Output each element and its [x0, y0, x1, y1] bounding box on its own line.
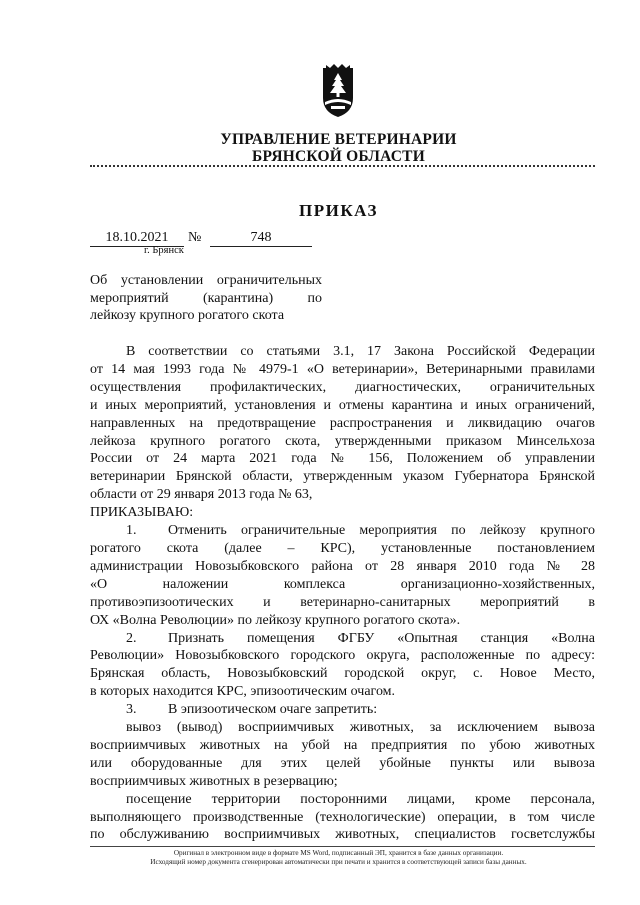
paragraph-line: по обслуживанию восприимчивых животных, специалистов госветслужбы — [90, 827, 595, 843]
organization-name-line2: БРЯНСКОЙ ОБЛАСТИ — [252, 148, 425, 165]
document-city: г. Брянск — [144, 245, 184, 256]
item-1-line: «О наложении комплекса организационно-хозяйственных, — [90, 576, 595, 592]
paragraph-line: или оборудованные для этих целей убойные пункты или вывоза — [90, 755, 595, 771]
coat-of-arms-emblem — [317, 62, 359, 118]
item-1-line: администрации Новозыбковского района от 28 января 2010 года № 28 — [90, 558, 595, 574]
preamble-line: от 14 мая 1993 года № 4979-1 «О ветеринарии», Ветеринарными правилами — [90, 361, 595, 377]
item-text: Признать помещения ФГБУ «Опытная станция «Волна — [168, 630, 595, 646]
document-subject — [90, 272, 322, 325]
paragraph-line: посещение территории посторонними лицами, кроме персонала, — [126, 791, 595, 807]
item-1-line: ОХ «Волна Революции» по лейкозу крупного рогатого скота». — [90, 612, 461, 628]
order-word: ПРИКАЗЫВАЮ: — [90, 505, 194, 521]
preamble-line: России от 24 марта 2021 года № 156, Положением об управлении — [90, 451, 595, 467]
document-title: ПРИКАЗ — [299, 201, 378, 220]
document-date: 18.10.2021 — [90, 230, 184, 247]
item-1-line: противоэпизоотических и ветеринарно-санитарных мероприятий в — [90, 594, 595, 610]
document-number: 748 — [210, 230, 312, 247]
item-number: 2. — [126, 630, 137, 646]
footer-divider — [90, 846, 595, 847]
footer-note-line2: Исходящий номер документа сгенерирован автоматически при печати и хранится в соответствующей записи базы данных. — [150, 858, 527, 866]
preamble-line: осуществления профилактических, диагностических, ограничительных — [90, 379, 595, 395]
item-1-line: рогатого скота (далее – КРС), установленные постановлением — [90, 540, 595, 556]
organization-name-line1: УПРАВЛЕНИЕ ВЕТЕРИНАРИИ — [220, 131, 457, 148]
item-2 — [90, 630, 595, 648]
item-1 — [90, 522, 595, 540]
paragraph-line: восприимчивых животных в резервацию; — [90, 773, 338, 789]
item-2-line: Революции» Новозыбковского городского округа, расположенные по адресу: — [90, 648, 595, 664]
preamble-line: ветеринарии Брянской области, утвержденным указом Губернатора Брянской — [90, 469, 595, 485]
paragraph-line: восприимчивых животных на убой на предприятия по убою животных — [90, 737, 595, 753]
subject-line: лейкозу крупного рогатого скота — [90, 308, 285, 323]
header-dotted-divider — [90, 165, 595, 167]
item-number: 1. — [126, 523, 137, 539]
item-text: В эпизоотическом очаге запретить: — [168, 702, 378, 718]
subject-line: Об установлении ограничительных — [90, 273, 322, 288]
preamble-line: и иных мероприятий, установления и отмены карантина и иных ограничений, — [90, 397, 595, 413]
preamble-line: В соответствии со статьями 3.1, 17 Закона Российской Федерации — [126, 344, 595, 359]
item-2-line: в которых находится КРС, эпизоотическим очагом. — [90, 684, 396, 700]
number-label: № — [188, 230, 202, 245]
preamble-line: области от 29 января 2013 года № 63, — [90, 487, 313, 503]
item-3 — [90, 701, 595, 719]
item-number: 3. — [126, 702, 137, 718]
footer-note-line1: Оригинал в электронном виде в формате MS Word, подписанный ЭП, хранится в базе данных организации. — [173, 849, 504, 857]
paragraph-line: выполняющего производственные (технологические) операции, в том числе — [90, 809, 595, 825]
preamble-line: направленных на предотвращение распространения и ликвидацию очагов — [90, 415, 595, 431]
paragraph-line: вывоз (вывод) восприимчивых животных, за исключением вывоза — [126, 720, 595, 736]
subject-line: мероприятий (карантина) по — [90, 290, 322, 306]
document-body — [90, 343, 595, 844]
item-text: Отменить ограничительные мероприятия по лейкозу крупного — [168, 523, 595, 539]
preamble-line: лейкоза крупного рогатого скота, утвержденными приказом Минсельхоза — [90, 433, 595, 449]
item-2-line: Брянская область, Новозыбковский городской округ, с. Новое Место, — [90, 666, 595, 682]
